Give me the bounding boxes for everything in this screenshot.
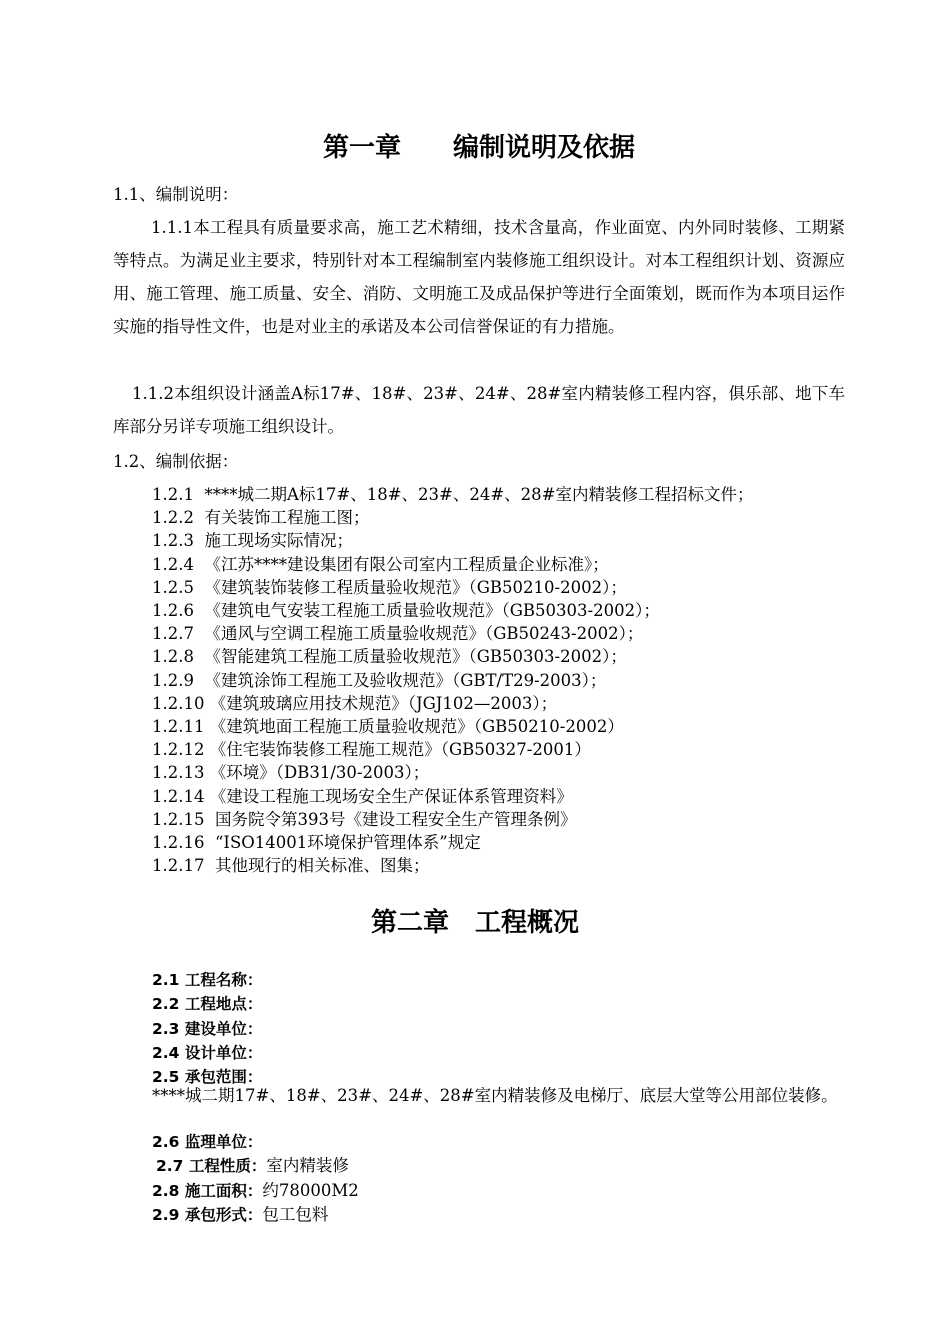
ref-text: 《建筑涂饰工程施工及验收规范》（GBT/T29-2003）；	[204, 670, 607, 690]
list-item	[152, 692, 754, 715]
ref-text: 国务院令第393号《建设工程安全生产管理条例》	[214, 809, 577, 829]
ref-number: 1.2.2	[152, 508, 194, 528]
list-item	[152, 576, 754, 599]
info-value: 室内精装修	[266, 1156, 349, 1176]
ref-number: 1.2.1	[152, 485, 194, 504]
ref-text: 《环境》（DB31/30-2003）；	[209, 763, 430, 783]
list-item	[152, 1154, 852, 1178]
section-1-2-heading: 1.2、编制依据：	[113, 452, 239, 471]
ref-text: ****城二期A标17#、18#、23#、24#、28#室内精装修工程招标文件；	[204, 485, 754, 504]
list-item	[152, 1179, 852, 1203]
ref-number: 1.2.8	[152, 647, 194, 667]
ref-number: 1.2.13	[152, 763, 205, 783]
list-item	[152, 483, 754, 506]
list-item	[152, 506, 754, 529]
list-item	[152, 761, 754, 784]
paragraph-1-1-2: 1.1.2本组织设计涵盖A标17#、18#、23#、24#、28#室内精装修工程内容，俱乐部、地下车库部分另详专项施工组织设计。	[113, 384, 845, 436]
info-label: 2.9 承包形式：	[152, 1205, 263, 1224]
ref-text: 《通风与空调工程施工质量验收规范》（GB50243-2002）；	[204, 624, 644, 644]
info-label: 2.8 施工面积：	[152, 1181, 263, 1200]
info-value: 约78000M2	[262, 1180, 359, 1200]
info-label: 2.7 工程性质：	[156, 1157, 267, 1176]
project-info-list	[152, 968, 852, 1089]
ref-number: 1.2.6	[152, 601, 194, 621]
section-1-1-heading: 1.1、编制说明：	[113, 185, 239, 204]
ref-number: 1.2.14	[152, 786, 205, 806]
list-item	[152, 831, 754, 854]
ref-number: 1.2.12	[152, 740, 205, 760]
reference-list	[152, 483, 754, 877]
ref-text: 《江苏****建设集团有限公司室内工程质量企业标准》；	[204, 554, 609, 574]
list-item	[152, 599, 754, 622]
list-item	[152, 854, 754, 877]
chapter2-title: 第二章 工程概况	[370, 908, 579, 938]
ref-number: 1.2.17	[152, 856, 205, 876]
list-item	[152, 715, 754, 738]
ref-number: 1.2.9	[152, 670, 194, 690]
ref-text: 《建设工程施工现场安全生产保证体系管理资料》	[209, 786, 573, 806]
ref-text: 《建筑玻璃应用技术规范》（JGJ102—2003）；	[209, 693, 558, 713]
paragraph-1-1-1: 1.1.1本工程具有质量要求高，施工艺术精细，技术含量高，作业面宽、内外同时装修、工期紧等特点。为满足业主要求，特别针对本工程编制室内装修施工组织设计。对本工程组织计划、资源应用、施工管理、施工质量、安全、消防、文明施工及成品保护等进行全面策划，既而作为本项目运作实施的指导性文件，也是对业主的承诺及本公司信誉保证的有力措施。	[113, 218, 845, 336]
list-item	[152, 738, 754, 761]
ref-number: 1.2.10	[152, 693, 205, 713]
ref-number: 1.2.7	[152, 624, 194, 644]
ref-number: 1.2.15	[152, 809, 205, 829]
list-item	[152, 968, 852, 992]
ref-text: 其他现行的相关标准、图集；	[214, 856, 430, 876]
list-item	[152, 1203, 852, 1227]
ref-number: 1.2.5	[152, 577, 194, 597]
list-item	[152, 529, 754, 552]
list-item	[152, 785, 754, 808]
list-item	[152, 1130, 852, 1154]
info-value: 包工包料	[262, 1204, 329, 1224]
list-item	[152, 1041, 852, 1065]
ref-number: 1.2.16	[152, 833, 205, 853]
list-item	[152, 808, 754, 831]
ref-text: “ISO14001环境保护管理体系”规定	[214, 833, 481, 853]
ref-text: 《智能建筑工程施工质量验收规范》（GB50303-2002）；	[204, 647, 627, 667]
ref-text: 《建筑地面工程施工质量验收规范》（GB50210-2002）	[209, 717, 624, 737]
chapter1-title: 第一章 编制说明及依据	[322, 133, 635, 163]
info-label: 2.1 工程名称：	[152, 971, 263, 989]
info-label: 2.3 建设单位：	[152, 1019, 263, 1038]
list-item	[152, 992, 852, 1016]
info-label: 2.2 工程地点：	[152, 995, 263, 1014]
ref-text: 《建筑装饰装修工程质量验收规范》（GB50210-2002）；	[204, 577, 627, 597]
ref-number: 1.2.4	[152, 554, 194, 574]
ref-number: 1.2.11	[152, 717, 205, 737]
list-item	[152, 669, 754, 692]
list-item	[152, 622, 754, 645]
info-label: 2.4 设计单位：	[152, 1043, 263, 1062]
ref-text: 《住宅装饰装修工程施工规范》（GB50327-2001）	[209, 740, 591, 760]
ref-text: 有关装饰工程施工图；	[204, 508, 370, 528]
list-item	[152, 553, 754, 576]
ref-number: 1.2.3	[152, 531, 194, 551]
ref-text: 《建筑电气安装工程施工质量验收规范》（GB50303-2002）；	[204, 601, 660, 621]
list-item	[152, 645, 754, 668]
info-label: 2.6 监理单位：	[152, 1133, 263, 1151]
info-label: 2.5 承包范围：	[152, 1068, 263, 1087]
list-item	[152, 1017, 852, 1041]
scope-description: ****城二期17#、18#、23#、24#、28#室内精装修及电梯厅、底层大堂等公用部位装修。	[152, 1086, 838, 1105]
project-info-list-continued	[152, 1130, 852, 1227]
ref-text: 施工现场实际情况；	[204, 531, 353, 551]
